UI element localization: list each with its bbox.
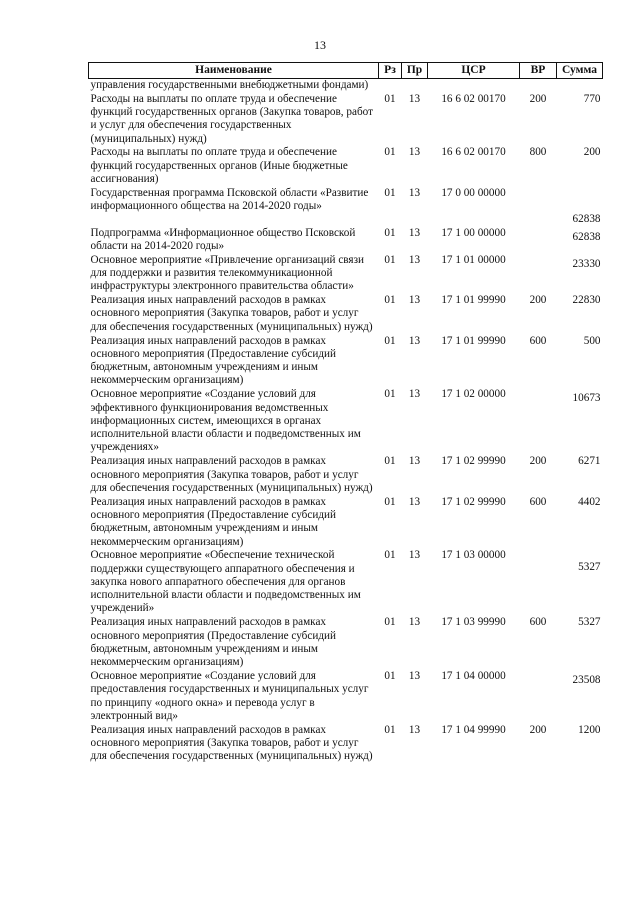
row-pr: 13: [408, 334, 421, 347]
row-csr: 17 1 02 99990: [441, 495, 506, 508]
row-csr: 17 1 00 00000: [441, 226, 506, 239]
row-name: Реализация иных направлений расходов в рамках основного мероприятия (Закупка товаров, работ и услуг для обеспечения государственных (муниципальных) нужд): [90, 723, 373, 763]
row-name: Реализация иных направлений расходов в рамках основного мероприятия (Предоставление субсидий бюджетным, автономным учреждениям и иным некоммерческим организациям): [90, 495, 336, 548]
row-rz: 01: [384, 226, 396, 239]
row-csr: 17 1 02 99990: [441, 455, 506, 468]
row-pr: 13: [408, 388, 421, 401]
row-rz: [379, 79, 402, 93]
table-row: [89, 254, 603, 294]
column-header-vr: ВР: [520, 63, 557, 79]
row-pr: 13: [408, 226, 421, 239]
row-rz: 01: [384, 455, 396, 468]
row-pr: 13: [408, 253, 421, 266]
row-pr: 13: [408, 146, 421, 159]
row-rz: 01: [384, 253, 396, 266]
column-header-pr: Пр: [402, 63, 428, 79]
row-vr: [520, 388, 557, 455]
row-pr: [402, 79, 428, 93]
table-row: [89, 146, 603, 186]
row-csr: 17 1 03 00000: [441, 549, 506, 562]
row-sum: 10673: [572, 392, 601, 405]
row-rz: 01: [384, 495, 396, 508]
row-csr: 17 0 00 00000: [441, 186, 506, 199]
row-name: Реализация иных направлений расходов в рамках основного мероприятия (Закупка товаров, работ и услуг для обеспечения государственных (муниципальных) нужд): [90, 294, 373, 333]
table-row: [89, 93, 603, 147]
row-sum: 1200: [578, 723, 601, 736]
table-row: [89, 724, 603, 764]
row-rz: 01: [384, 146, 396, 159]
row-rz: 01: [384, 186, 396, 199]
row-vr: [520, 254, 557, 294]
row-pr: 13: [408, 495, 421, 508]
row-rz: 01: [384, 92, 396, 105]
row-vr: 600: [529, 334, 547, 347]
table-row: [89, 227, 603, 254]
row-pr: 13: [408, 616, 421, 629]
row-rz: 01: [384, 388, 396, 401]
row-rz: 01: [384, 334, 396, 347]
row-name: Государственная программа Псковской области «Развитие информационного общества на 2014-2020 годы»: [90, 186, 369, 213]
table-row: [89, 294, 603, 334]
row-sum: 4402: [578, 495, 601, 508]
row-sum: 5327: [578, 616, 601, 629]
row-sum: 500: [583, 334, 601, 347]
row-name: Основное мероприятие «Привлечение организаций связи для поддержки и развития телекоммуникационной инфраструктуры электронного правительства области»: [90, 253, 364, 293]
table-row: [89, 187, 603, 227]
row-name: Расходы на выплаты по оплате труда и обеспечение функций государственных органов (Закупка товаров, работ и услуг для обеспечения государственных (муниципальных) нужд): [90, 92, 373, 145]
row-sum: 5327: [578, 561, 601, 574]
row-name: Основное мероприятие «Обеспечение технической поддержки существующего аппаратного обеспечения и закупка нового аппаратного обеспечения для органов исполнительной власти области и подведомственных им учреждений»: [90, 549, 361, 615]
budget-table: [88, 62, 603, 764]
row-pr: 13: [408, 294, 421, 307]
row-name: Реализация иных направлений расходов в рамках основного мероприятия (Предоставление субсидий бюджетным, автономным учреждениям и иным некоммерческим организациям): [90, 334, 336, 387]
row-name: Реализация иных направлений расходов в рамках основного мероприятия (Закупка товаров, работ и услуг для обеспечения государственных (муниципальных) нужд): [90, 455, 373, 494]
table-row: [89, 455, 603, 495]
row-name: управления государственными внебюджетными фондами): [90, 79, 369, 91]
row-sum: 62838: [572, 230, 601, 243]
table-header-row: [89, 63, 603, 79]
row-csr: 17 1 04 00000: [441, 669, 506, 682]
row-csr: 17 1 03 99990: [441, 616, 506, 629]
row-csr: 16 6 02 00170: [441, 92, 506, 105]
row-vr: 600: [529, 495, 547, 508]
row-sum: 6271: [578, 455, 601, 468]
row-csr: 16 6 02 00170: [441, 146, 506, 159]
row-vr: [520, 187, 557, 227]
row-sum: 23330: [572, 257, 601, 270]
row-vr: [520, 227, 557, 254]
row-csr: 17 1 01 99990: [441, 294, 506, 307]
row-rz: 01: [384, 723, 396, 736]
table-row: [89, 335, 603, 389]
row-sum: 200: [583, 146, 601, 159]
row-sum: 23508: [572, 673, 601, 686]
row-rz: 01: [384, 294, 396, 307]
row-csr: 17 1 01 99990: [441, 334, 506, 347]
table-row: [89, 670, 603, 724]
row-vr: [520, 549, 557, 616]
row-vr: 200: [529, 723, 547, 736]
row-vr: [520, 670, 557, 724]
row-rz: 01: [384, 669, 396, 682]
row-sum: 22830: [572, 294, 601, 307]
row-pr: 13: [408, 92, 421, 105]
table-row: [89, 388, 603, 455]
row-pr: 13: [408, 549, 421, 562]
column-header-name: Наименование: [89, 63, 379, 79]
row-pr: 13: [408, 455, 421, 468]
row-rz: 01: [384, 549, 396, 562]
row-sum: [557, 79, 603, 93]
row-sum: 62838: [572, 212, 601, 225]
row-vr: 800: [529, 146, 547, 159]
row-csr: 17 1 02 00000: [441, 388, 506, 401]
column-header-sum: Сумма: [557, 63, 603, 79]
table-row: [89, 616, 603, 670]
row-name: Основное мероприятие «Создание условий для предоставления государственных и муниципальных услуг по принципу «одного окна» и перевода услуг в электронный вид»: [90, 669, 369, 722]
row-sum: 770: [583, 92, 601, 105]
row-rz: 01: [384, 616, 396, 629]
row-name: Подпрограмма «Информационное общество Псковской области на 2014-2020 годы»: [90, 226, 356, 252]
row-pr: 13: [408, 723, 421, 736]
row-pr: 13: [408, 669, 421, 682]
page-number: 13: [314, 38, 326, 52]
row-name: Реализация иных направлений расходов в рамках основного мероприятия (Предоставление субсидий бюджетным, автономным учреждениям и иным некоммерческим организациям): [90, 616, 336, 669]
row-vr: 600: [529, 616, 547, 629]
row-csr: 17 1 01 00000: [441, 253, 506, 266]
column-header-csr: ЦСР: [428, 63, 520, 79]
row-vr: 200: [529, 455, 547, 468]
table-row: [89, 496, 603, 550]
row-vr: 200: [529, 92, 547, 105]
row-name: Расходы на выплаты по оплате труда и обеспечение функций государственных органов (Иные бюджетные ассигнования): [90, 146, 348, 186]
row-name: Основное мероприятие «Создание условий для эффективного функционирования ведомственных информационных систем, имеющихся в органах исполнительной власти области и подведомственных им учреждениях»: [90, 388, 361, 454]
row-csr: 17 1 04 99990: [441, 723, 506, 736]
table-row: [89, 79, 603, 93]
row-csr: [428, 79, 520, 93]
column-header-rz: Рз: [379, 63, 402, 79]
row-vr: 200: [529, 294, 547, 307]
row-pr: 13: [408, 186, 421, 199]
row-vr: [520, 79, 557, 93]
table-row: [89, 549, 603, 616]
